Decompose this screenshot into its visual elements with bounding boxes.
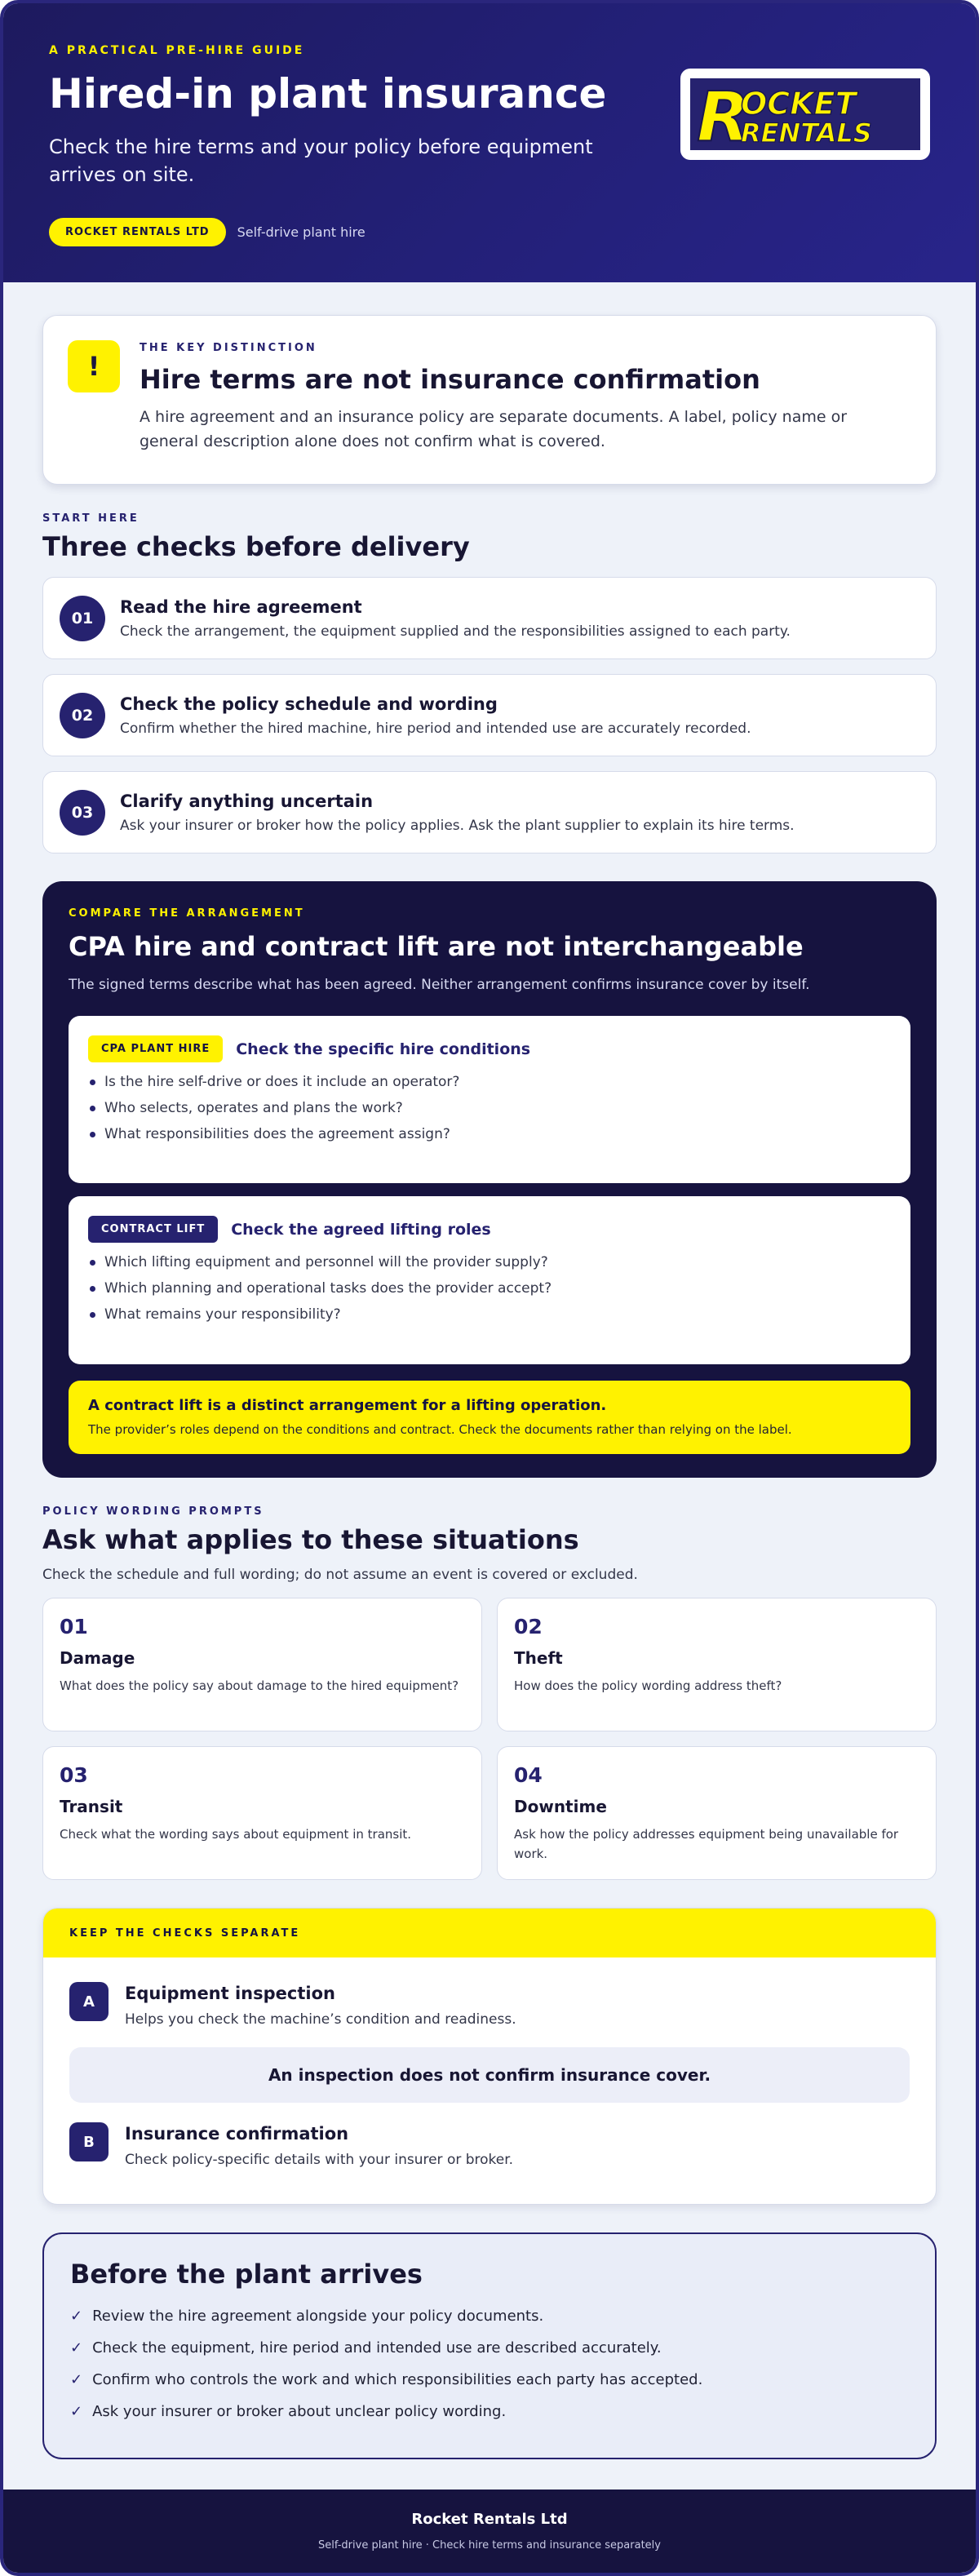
main-content <box>3 282 976 2459</box>
insurance-title: Insurance confirmation <box>125 2124 349 2144</box>
compare-desc: The signed terms describe what has been agreed. Neither arrangement confirms insurance cover by itself. <box>69 977 810 993</box>
step-title: Read the hire agreement <box>120 596 362 617</box>
before-title: Before the plant arrives <box>70 2259 423 2290</box>
list-item: Who selects, operates and plans the work? <box>88 1100 891 1116</box>
hero-subtitle: Check the hire terms and your policy before equipment arrives on site. <box>49 135 593 187</box>
prompt-card-downtime <box>497 1746 937 1880</box>
prompt-title: Downtime <box>514 1797 607 1816</box>
prompt-title: Damage <box>60 1648 135 1668</box>
start-section <box>42 512 937 853</box>
start-header <box>42 512 937 562</box>
key-title: Hire terms are not insurance confirmation <box>140 364 760 395</box>
start-eyebrow: START HERE <box>42 512 140 525</box>
insurance-row <box>43 2122 936 2168</box>
prompt-number: 02 <box>514 1615 543 1638</box>
contract-lift-note <box>69 1381 910 1454</box>
compare-section <box>42 881 937 1478</box>
key-distinction-text <box>140 340 890 484</box>
check-icon: ✓ <box>70 2371 83 2388</box>
step-body: Check the arrangement, the equipment supplied and the responsibilities assigned to each party. <box>120 623 791 640</box>
hero-eyebrow: A PRACTICAL PRE-HIRE GUIDE <box>49 44 305 57</box>
letter-badge-a: A <box>69 1982 109 2021</box>
before-checklist <box>70 2308 909 2420</box>
prompt-title: Theft <box>514 1648 563 1668</box>
prompt-body: How does the policy wording address theft? <box>514 1678 782 1693</box>
prompts-desc: Check the schedule and full wording; do not assume an event is covered or excluded. <box>42 1567 638 1583</box>
compare-eyebrow: COMPARE THE ARRANGEMENT <box>69 907 305 920</box>
list-item: Is the hire self-drive or does it include an operator? <box>88 1074 891 1090</box>
note-title: A contract lift is a distinct arrangement for a lifting operation. <box>88 1397 607 1414</box>
logo-big-r: R <box>697 78 750 150</box>
list-item: Which lifting equipment and personnel will the provider supply? <box>88 1254 891 1270</box>
checklist-item <box>70 2308 909 2325</box>
step-number: 01 <box>60 596 105 641</box>
before-plant-arrives-card <box>42 2232 937 2459</box>
separate-eyebrow: KEEP THE CHECKS SEPARATE <box>69 1926 301 1940</box>
letter-badge-b: B <box>69 2122 109 2161</box>
checklist-item <box>70 2371 909 2388</box>
prompts-title: Ask what applies to these situations <box>42 1524 579 1555</box>
logo-wordmark <box>690 78 920 150</box>
checklist-text: Ask your insurer or broker about unclear policy wording. <box>92 2403 507 2420</box>
checklist-item <box>70 2339 909 2357</box>
prompt-title: Transit <box>60 1797 123 1816</box>
hero-banner <box>3 3 976 282</box>
note-body: The provider’s roles depend on the conditions and contract. Check the documents rather than relying on the label. <box>88 1422 792 1437</box>
checklist-text: Review the hire agreement alongside your policy documents. <box>92 2308 544 2325</box>
inspection-title: Equipment inspection <box>125 1984 335 2003</box>
inspection-warning-banner: An inspection does not confirm insurance cover. <box>69 2047 910 2103</box>
footer <box>3 2490 976 2573</box>
inspection-row <box>43 1982 936 2028</box>
check-icon: ✓ <box>70 2308 83 2325</box>
checklist-item <box>70 2403 909 2420</box>
prompt-card-theft <box>497 1598 937 1731</box>
prompts-eyebrow: POLICY WORDING PROMPTS <box>42 1505 264 1518</box>
contract-lift-card-title: Check the agreed lifting roles <box>231 1220 491 1239</box>
hero-tags <box>49 218 930 246</box>
cpa-tag: CPA PLANT HIRE <box>88 1035 223 1062</box>
page-title: Hired-in plant insurance <box>49 70 607 117</box>
list-item: What remains your responsibility? <box>88 1306 891 1323</box>
footer-tagline: Self-drive plant hire · Check hire terms and insurance separately <box>318 2539 661 2552</box>
exclamation-icon: ! <box>68 340 120 392</box>
cpa-hire-card <box>69 1016 910 1183</box>
prompts-header <box>42 1505 937 1583</box>
separate-checks-card <box>42 1908 937 2205</box>
cpa-card-title: Check the specific hire conditions <box>236 1040 531 1058</box>
step-number: 03 <box>60 790 105 836</box>
cpa-question-list <box>88 1074 891 1142</box>
separate-checks-header <box>43 1909 936 1957</box>
prompt-card-damage <box>42 1598 482 1731</box>
prompts-section <box>42 1505 937 1880</box>
prompts-grid <box>42 1598 937 1880</box>
contract-lift-question-list <box>88 1254 891 1323</box>
start-title: Three checks before delivery <box>42 531 470 562</box>
compare-title: CPA hire and contract lift are not interchangeable <box>69 931 804 962</box>
prompt-card-transit <box>42 1746 482 1880</box>
prompt-body: What does the policy say about damage to the hired equipment? <box>60 1678 459 1693</box>
logo-line2: RENTALS <box>741 117 872 149</box>
footer-company-name: Rocket Rentals Ltd <box>411 2511 568 2528</box>
list-item: Which planning and operational tasks does the provider accept? <box>88 1280 891 1297</box>
company-pill: ROCKET RENTALS LTD <box>49 218 226 246</box>
check-icon: ✓ <box>70 2403 83 2420</box>
step-number: 02 <box>60 693 105 738</box>
step-title: Check the policy schedule and wording <box>120 694 498 714</box>
checklist-text: Confirm who controls the work and which responsibilities each party has accepted. <box>92 2371 703 2388</box>
contract-lift-card <box>69 1196 910 1364</box>
inspection-body: Helps you check the machine’s condition and readiness. <box>125 2011 516 2028</box>
prompt-number: 01 <box>60 1615 88 1638</box>
check-icon: ✓ <box>70 2339 83 2357</box>
contract-lift-tag: CONTRACT LIFT <box>88 1216 218 1243</box>
key-distinction-card <box>42 315 937 485</box>
step-body: Ask your insurer or broker how the policy applies. Ask the plant supplier to explain its hire terms. <box>120 817 795 834</box>
prompt-body: Check what the wording says about equipment in transit. <box>60 1827 412 1842</box>
prompt-body: Ask how the policy addresses equipment being unavailable for work. <box>514 1827 899 1861</box>
checklist-text: Check the equipment, hire period and intended use are described accurately. <box>92 2339 662 2357</box>
company-tagline: Self-drive plant hire <box>237 224 365 241</box>
step-card <box>42 771 937 853</box>
step-body: Confirm whether the hired machine, hire period and intended use are accurately recorded. <box>120 720 751 737</box>
key-body: A hire agreement and an insurance policy are separate documents. A label, policy name or general description alone does not confirm what is covered. <box>140 408 848 451</box>
step-card <box>42 674 937 756</box>
step-title: Clarify anything uncertain <box>120 791 374 811</box>
insurance-body: Check policy-specific details with your insurer or broker. <box>125 2152 514 2168</box>
prompt-number: 03 <box>60 1763 88 1787</box>
step-card <box>42 577 937 659</box>
prompt-number: 04 <box>514 1763 543 1787</box>
logo-line1: OCKET <box>741 86 857 122</box>
logo-panel <box>690 78 920 150</box>
key-eyebrow: THE KEY DISTINCTION <box>140 342 317 354</box>
rocket-rentals-logo <box>680 69 930 160</box>
list-item: What responsibilities does the agreement assign? <box>88 1126 891 1142</box>
